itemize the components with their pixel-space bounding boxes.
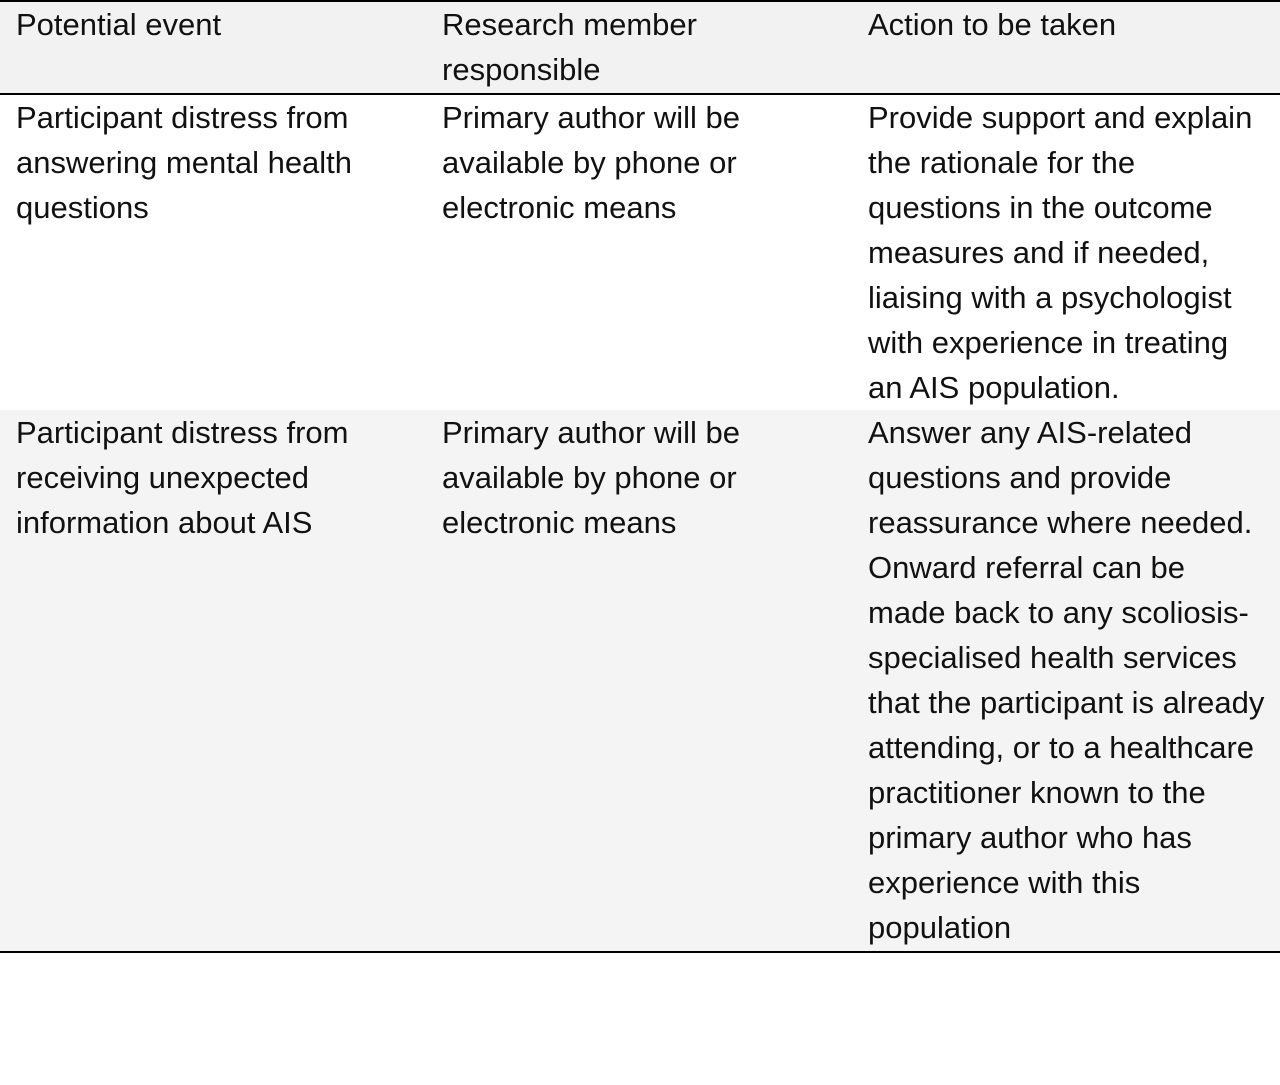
cell-action: Answer any AIS-related questions and provide reassurance where needed. Onward referral can be made back to any scoliosis-specialised health services that the participant is already attending, or to a healthcare practitioner known to the primary author who has experience with this population — [852, 410, 1280, 952]
cell-action: Provide support and explain the rationale for the questions in the outcome measures and if needed, liaising with a psychologist with experience in treating an AIS population. — [868, 100, 1253, 405]
header-potential-event: Potential event — [0, 1, 426, 94]
table-row — [0, 410, 1280, 952]
table-body — [0, 94, 1280, 952]
header-action: Action to be taken — [852, 1, 1280, 94]
header-row — [0, 1, 1280, 94]
table-header — [0, 1, 1280, 94]
cell-responsible: Primary author will be available by phone or electronic means — [442, 100, 741, 225]
cell-responsible: Primary author will be available by phone or electronic means — [426, 410, 852, 952]
cell-event: Participant distress from receiving unexpected information about AIS — [0, 410, 426, 952]
header-research-member: Research member responsible — [426, 1, 852, 94]
cell-event: Participant distress from answering mental health questions — [16, 100, 353, 225]
table-row — [0, 94, 1280, 410]
